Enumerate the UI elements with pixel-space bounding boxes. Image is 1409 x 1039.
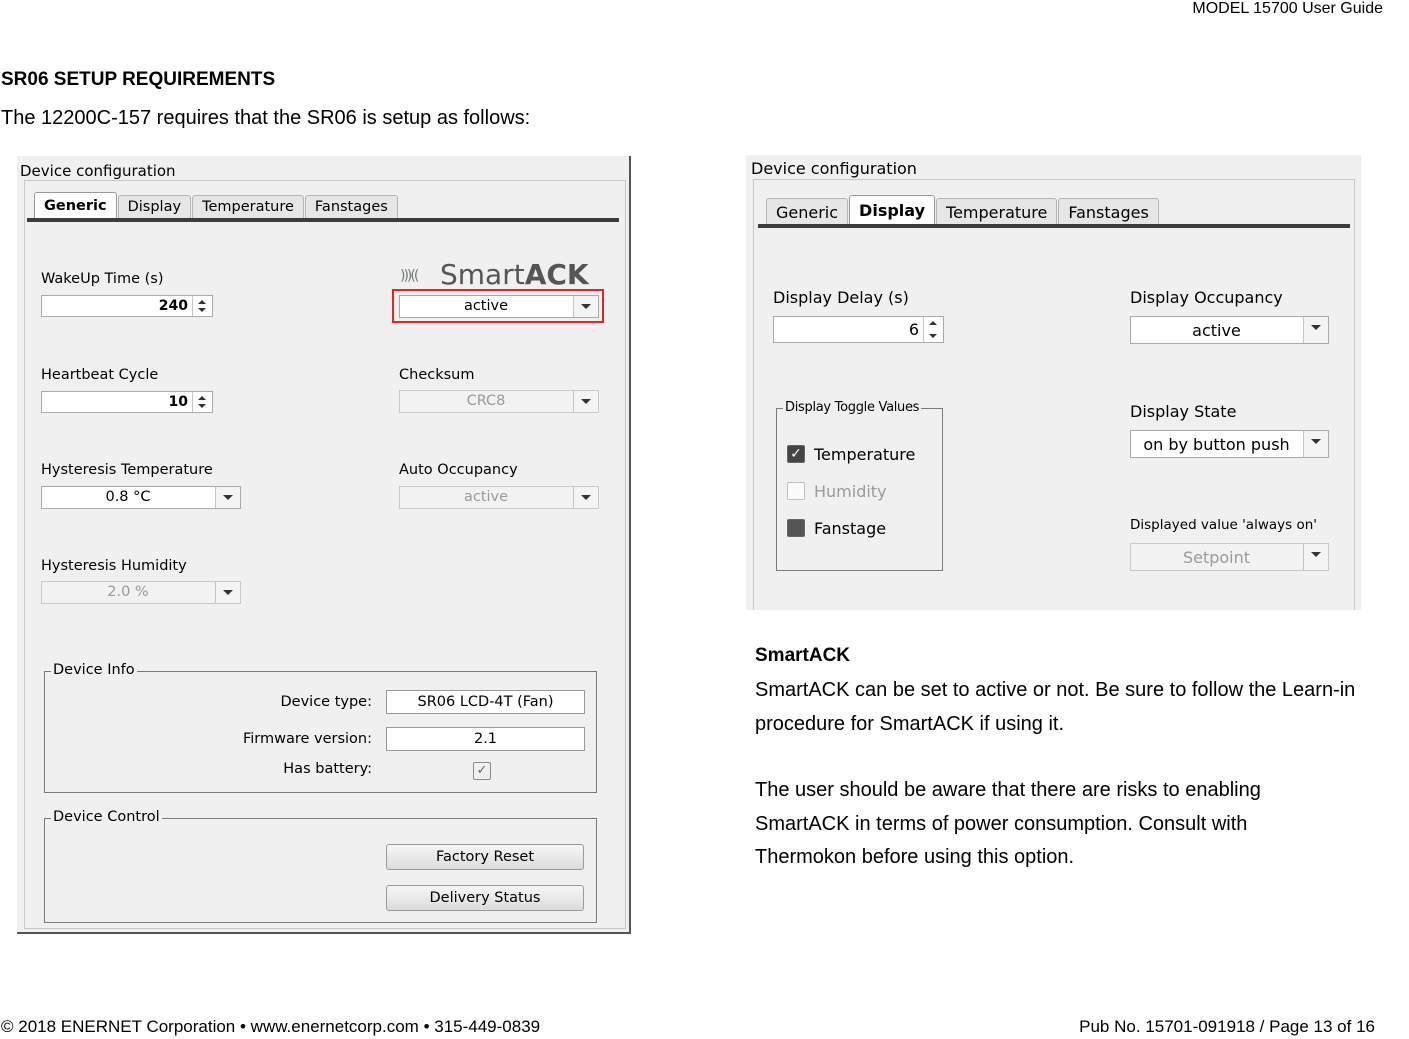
always-on-select[interactable]: Setpoint — [1130, 543, 1329, 571]
panel-title: Device configuration — [751, 159, 917, 178]
chevron-down-icon[interactable] — [215, 487, 240, 508]
auto-occ-select[interactable]: active — [399, 486, 599, 509]
display-occ-label: Display Occupancy — [1130, 288, 1283, 307]
device-type-label: Device type: — [280, 694, 372, 710]
footer-right: Pub No. 15701-091918 / Page 13 of 16 — [1079, 1017, 1375, 1036]
chevron-down-icon[interactable] — [573, 487, 598, 508]
spin-arrows-icon[interactable] — [923, 317, 943, 342]
display-state-label: Display State — [1130, 402, 1237, 421]
tab-bar — [766, 195, 1160, 226]
hyst-temp-select[interactable]: 0.8 °C — [41, 486, 241, 509]
smartack-paragraph-2: The user should be aware that there are risks to enabling SmartACK in terms of power consumption. Consult with Thermokon before using this option. — [755, 779, 1261, 868]
hyst-temp-label: Hysteresis Temperature — [41, 462, 213, 478]
smartack-select[interactable]: active — [399, 295, 599, 318]
chevron-down-icon[interactable] — [215, 582, 240, 603]
tab-fanstages[interactable]: Fanstages — [305, 195, 398, 219]
panel-title: Device configuration — [20, 162, 176, 180]
tab-divider — [758, 224, 1350, 228]
humidity-option-label: Humidity — [814, 482, 887, 501]
device-info-title: Device Info — [53, 662, 135, 678]
chevron-down-icon[interactable] — [573, 296, 598, 317]
wakeup-stepper[interactable] — [41, 295, 213, 317]
tab-display[interactable]: Display — [118, 195, 191, 219]
tab-divider — [27, 218, 619, 222]
tab-temperature[interactable]: Temperature — [936, 198, 1057, 226]
always-on-label: Displayed value 'always on' — [1130, 517, 1317, 533]
display-state-select[interactable]: on by button push — [1130, 430, 1329, 458]
battery-checkbox-icon: ✓ — [473, 762, 491, 780]
tab-generic[interactable]: Generic — [766, 198, 848, 226]
heartbeat-value: 10 — [168, 394, 188, 410]
firmware-label: Firmware version: — [242, 731, 372, 747]
tab-temperature[interactable]: Temperature — [192, 195, 304, 219]
spin-arrows-icon[interactable] — [192, 296, 212, 316]
temperature-option-label: Temperature — [814, 445, 916, 464]
spin-arrows-icon[interactable] — [192, 392, 212, 412]
smartack-logo: )))(( SmartACK — [400, 258, 589, 291]
smartack-paragraph-1: SmartACK can be set to active or not. Be sure to follow the Learn-in procedure for SmartACK if using it. — [755, 679, 1356, 735]
display-delay-stepper[interactable] — [773, 316, 944, 343]
humidity-checkbox[interactable] — [787, 482, 805, 500]
section-intro: The 12200C-157 requires that the SR06 is setup as follows: — [1, 107, 531, 129]
tab-generic[interactable]: Generic — [34, 192, 117, 219]
display-toggle-group — [776, 400, 943, 571]
device-config-display-panel — [746, 155, 1361, 610]
wakeup-label: WakeUp Time (s) — [41, 271, 164, 287]
chevron-down-icon[interactable] — [1303, 431, 1328, 457]
hyst-hum-label: Hysteresis Humidity — [41, 558, 187, 574]
device-info-group — [44, 662, 597, 793]
fanstage-option-label: Fanstage — [814, 519, 887, 538]
page-header: MODEL 15700 User Guide — [1192, 0, 1383, 17]
footer-left: © 2018 ENERNET Corporation • www.enernetcorp.com • 315-449-0839 — [1, 1017, 541, 1036]
tab-bar — [34, 192, 399, 219]
checksum-label: Checksum — [399, 367, 475, 383]
delivery-status-button[interactable]: Delivery Status — [386, 885, 584, 911]
display-delay-label: Display Delay (s) — [773, 288, 909, 307]
device-control-title: Device Control — [53, 809, 160, 825]
display-toggle-title: Display Toggle Values — [785, 400, 920, 415]
temperature-checkbox[interactable]: ✓ — [787, 445, 805, 463]
hyst-hum-select[interactable]: 2.0 % — [41, 581, 241, 604]
tab-fanstages[interactable]: Fanstages — [1058, 198, 1158, 226]
smartack-heading: SmartACK — [755, 645, 851, 666]
wakeup-value: 240 — [158, 298, 188, 314]
battery-label: Has battery: — [283, 761, 372, 777]
section-title: SR06 SETUP REQUIREMENTS — [1, 69, 276, 90]
auto-occ-label: Auto Occupancy — [399, 462, 518, 478]
firmware-value: 2.1 — [386, 727, 585, 751]
device-control-group — [44, 809, 597, 923]
display-occ-select[interactable]: active — [1130, 316, 1329, 344]
chevron-down-icon[interactable] — [1303, 317, 1328, 343]
tab-display[interactable]: Display — [849, 195, 935, 226]
fanstage-checkbox[interactable] — [787, 519, 805, 537]
display-delay-value: 6 — [908, 320, 919, 339]
signal-waves-icon: )))(( — [400, 268, 418, 284]
heartbeat-stepper[interactable] — [41, 391, 213, 413]
heartbeat-label: Heartbeat Cycle — [41, 367, 159, 383]
device-type-value: SR06 LCD-4T (Fan) — [386, 690, 585, 714]
chevron-down-icon[interactable] — [573, 391, 598, 412]
chevron-down-icon[interactable] — [1303, 544, 1328, 570]
device-config-generic-panel — [17, 156, 631, 934]
factory-reset-button[interactable]: Factory Reset — [386, 844, 584, 870]
checksum-select[interactable]: CRC8 — [399, 390, 599, 413]
